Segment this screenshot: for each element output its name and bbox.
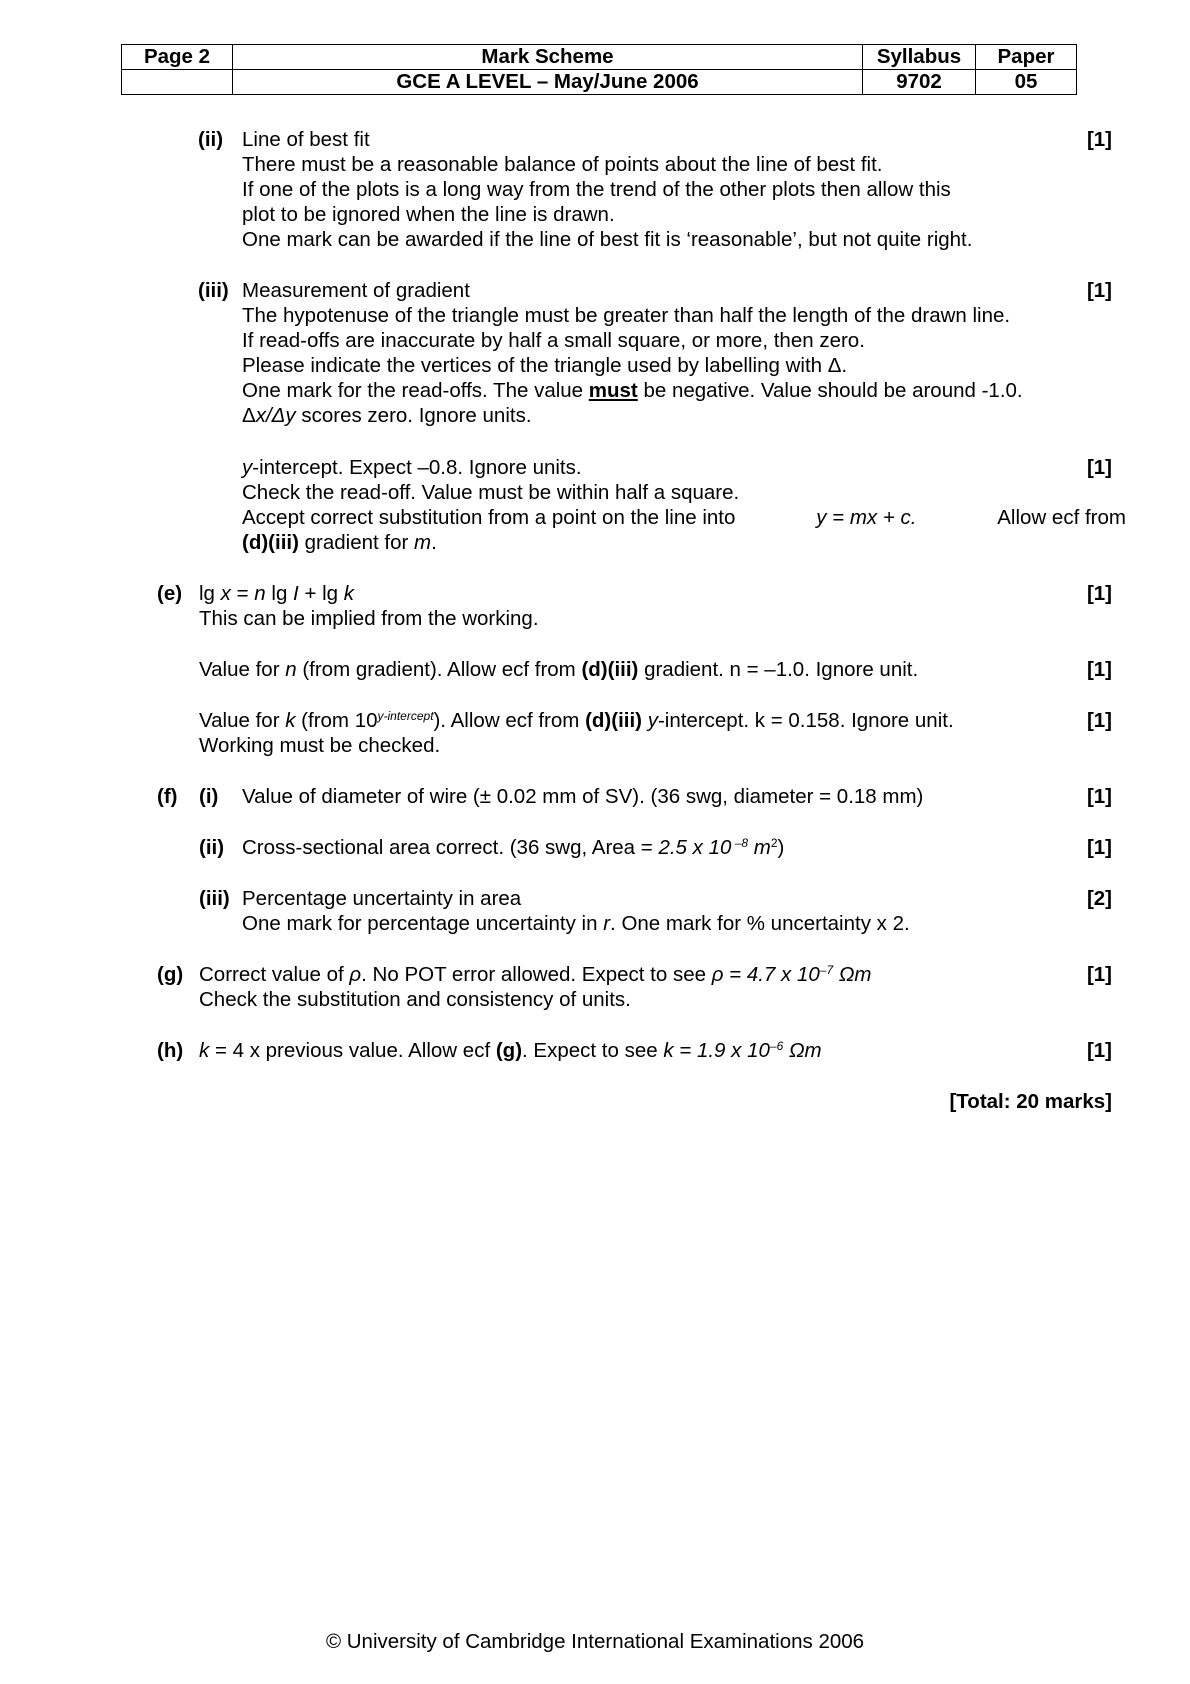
part-d-ii-line1: There must be a reasonable balance of points about the line of best fit.: [242, 153, 883, 176]
syllabus-label: Syllabus: [863, 45, 976, 70]
document-subtitle: GCE A LEVEL – May/June 2006: [233, 70, 863, 95]
part-d-iii-title: Measurement of gradient: [242, 279, 470, 302]
part-e-k-line2: Working must be checked.: [199, 734, 441, 757]
part-f-i-label: (i): [199, 785, 219, 808]
part-d-ii-label: (ii): [198, 128, 224, 151]
header-table: [121, 44, 1077, 95]
part-e-n-value: Value for n (from gradient). Allow ecf from (d)(iii) gradient. n = –1.0. Ignore unit.: [199, 658, 919, 681]
part-f-i-text: Value of diameter of wire (± 0.02 mm of SV). (36 swg, diameter = 0.18 mm): [242, 785, 924, 808]
total-marks: [Total: 20 marks]: [949, 1090, 1112, 1113]
y-intercept-line2: Check the read-off. Value must be within half a square.: [242, 481, 740, 504]
part-d-ii-line2: If one of the plots is a long way from the trend of the other plots then allow this: [242, 178, 951, 201]
part-f-i-mark: [1]: [1086, 785, 1112, 808]
part-f-iii-mark: [2]: [1086, 887, 1112, 910]
y-intercept-line4: (d)(iii) gradient for m.: [242, 531, 437, 554]
y-intercept-title: y-intercept. Expect –0.8. Ignore units.: [242, 456, 582, 479]
part-d-ii-line4: One mark can be awarded if the line of best fit is ‘reasonable’, but not quite right.: [242, 228, 973, 251]
copyright-footer: © University of Cambridge International Examinations 2006: [325, 1630, 865, 1653]
part-e-mark2: [1]: [1086, 658, 1112, 681]
part-f-ii-label: (ii): [199, 836, 225, 859]
part-h-label: (h): [157, 1039, 184, 1062]
y-intercept-mark: [1]: [1086, 456, 1112, 479]
document-title: Mark Scheme: [233, 45, 863, 70]
part-d-ii-line3: plot to be ignored when the line is drawn.: [242, 203, 615, 226]
part-h-text: k = 4 x previous value. Allow ecf (g). Expect to see k = 1.9 x $10^{-6}$ Ωm: [199, 1039, 822, 1062]
part-e-label: (e): [157, 582, 183, 605]
page-blank-cell: [122, 70, 233, 95]
part-f-iii-label: (iii): [199, 887, 230, 910]
part-d-iii-mark: [1]: [1086, 279, 1112, 302]
part-e-mark1: [1]: [1086, 582, 1112, 605]
part-d-ii-mark: [1]: [1086, 128, 1112, 151]
part-e-line2: This can be implied from the working.: [199, 607, 539, 630]
part-e-mark3: [1]: [1086, 709, 1112, 732]
page-number: Page 2: [122, 45, 233, 70]
part-d-iii-line2: If read-offs are inaccurate by half a small square, or more, then zero.: [242, 329, 865, 352]
paper-value: 05: [976, 70, 1077, 95]
part-h-mark: [1]: [1086, 1039, 1112, 1062]
part-d-iii-line1: The hypotenuse of the triangle must be greater than half the length of the drawn line.: [242, 304, 1011, 327]
part-f-iii-line2: One mark for percentage uncertainty in r. One mark for % uncertainty x 2.: [242, 912, 910, 935]
part-g-line2: Check the substitution and consistency of units.: [199, 988, 631, 1011]
part-g-mark: [1]: [1086, 963, 1112, 986]
part-d-ii-title: Line of best fit: [242, 128, 370, 151]
part-f-ii-text: Cross-sectional area correct. (36 swg, Area = 2.5 x 10 $^{-8}$ $m^2$): [242, 836, 785, 859]
part-f-iii-title: Percentage uncertainty in area: [242, 887, 522, 910]
part-d-iii-line5: Δx/Δy scores zero. Ignore units.: [242, 404, 532, 427]
part-e-equation: lg x = n lg I + lg k: [199, 582, 355, 605]
y-intercept-line3: Accept correct substitution from a point on the line into y = mx + c. Allow ecf from: [242, 506, 1126, 529]
part-d-iii-line4: One mark for the read-offs. The value must be negative. Value should be around -1.0.: [242, 379, 1023, 402]
part-g-text: Correct value of ρ. No POT error allowed. Expect to see ρ = 4.7 x $10^{-7}$ Ωm: [199, 963, 872, 986]
paper-label: Paper: [976, 45, 1077, 70]
part-d-iii-line3: Please indicate the vertices of the triangle used by labelling with Δ.: [242, 354, 848, 377]
part-g-label: (g): [157, 963, 184, 986]
part-e-k-value: Value for k (from $10^{y-intercept}$). Allow ecf from (d)(iii) y-intercept. k = 0.158. Ignore unit.: [199, 709, 954, 732]
part-d-iii-label: (iii): [198, 279, 229, 302]
part-f-label: (f): [157, 785, 178, 808]
syllabus-value: 9702: [863, 70, 976, 95]
part-f-ii-mark: [1]: [1086, 836, 1112, 859]
